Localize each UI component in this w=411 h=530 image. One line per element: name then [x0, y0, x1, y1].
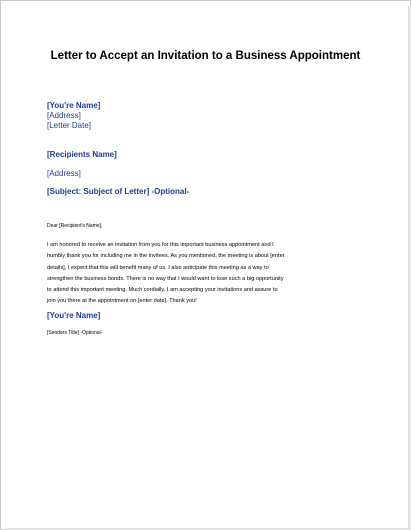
- letter-date: [Letter Date]: [47, 121, 92, 130]
- body-line: join you there at the appointment on [enter date]. Thank you!: [47, 298, 197, 305]
- body-line: humbly thank you for including me in the invitees. As you mentioned, the meeting is about [enter: [47, 253, 285, 260]
- recipient-address: [Address]: [47, 169, 81, 178]
- recipient-name: [Recipients Name]: [47, 150, 117, 159]
- body-line: details], I expect that this will benefit many of us. I also anticipate this meeting as a way to: [47, 264, 269, 271]
- letter-body: [47, 240, 369, 308]
- letter-title: Letter to Accept an Invitation to a Business Appointment: [50, 50, 361, 62]
- body-line: I am honored to receive an invitation from you for this important business appointment and I: [47, 242, 274, 248]
- sender-name: [You're Name]: [47, 101, 101, 110]
- salutation: Dear [Recipient's Name],: [47, 223, 103, 229]
- subject-line: [Subject: Subject of Letter] -Optional-: [47, 187, 190, 196]
- closing-name: [You're Name]: [47, 311, 101, 320]
- sender-address: [Address]: [47, 111, 81, 120]
- sender-title: [Senders Title] -Optional-: [47, 330, 103, 336]
- body-line: to attend this important meeting. Much cordially, I am accepting your invitations and assure to: [47, 287, 278, 294]
- body-line: strengthen the business bonds. There is no way that I would want to lose such a big opportunity: [47, 275, 284, 282]
